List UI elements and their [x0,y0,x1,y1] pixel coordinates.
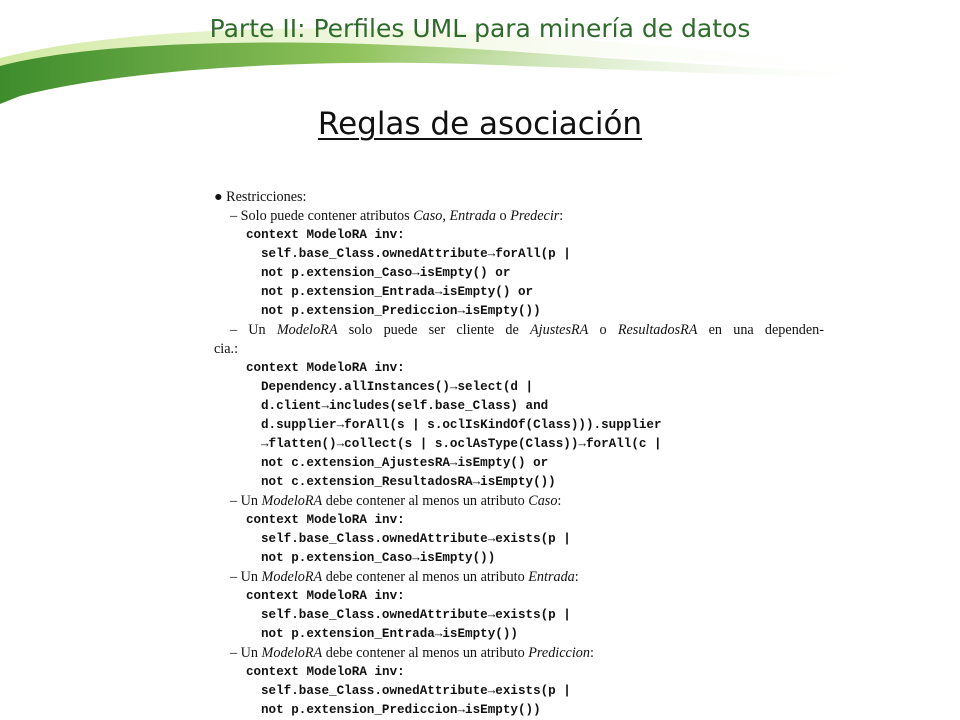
constraint-2-description: – Un ModeloRA solo puede ser cliente de AjustesRA o ResultadosRA en una dependen- [230,322,824,338]
ocl-code-line: not p.extension_Caso→isEmpty()) [261,551,496,565]
constraint-1-description: – Solo puede contener atributos Caso, Entrada o Predecir: [230,208,564,224]
ocl-code-line: context ModeloRA inv: [246,513,405,527]
ocl-code-line: context ModeloRA inv: [246,228,405,242]
ocl-code-line: d.supplier→forAll(s | s.oclIsKindOf(Class))).supplier [261,418,662,432]
constraint-3-description: – Un ModeloRA debe contener al menos un atributo Caso: [230,493,562,509]
ocl-code-line: self.base_Class.ownedAttribute→exists(p | [261,532,571,546]
constraints-document [214,188,824,720]
ocl-code-line: not c.extension_AjustesRA→isEmpty() or [261,456,549,470]
slide-title: Parte II: Perfiles UML para minería de datos [209,14,751,43]
ocl-code-line: context ModeloRA inv: [246,589,405,603]
ocl-code-line: not p.extension_Entrada→isEmpty() or [261,285,534,299]
section-heading-text: Reglas de asociación [317,106,643,142]
ocl-code-line: self.base_Class.ownedAttribute→exists(p | [261,608,571,622]
constraint-2-description-cont: cia.: [214,341,239,357]
ocl-code-line: not c.extension_ResultadosRA→isEmpty()) [261,475,556,489]
constraint-5-description: – Un ModeloRA debe contener al menos un atributo Prediccion: [230,645,594,661]
ocl-code-line: self.base_Class.ownedAttribute→forAll(p | [261,247,571,261]
ocl-code-line: Dependency.allInstances()→select(d | [261,380,534,394]
ocl-code-line: context ModeloRA inv: [246,361,405,375]
constraint-4-description: – Un ModeloRA debe contener al menos un atributo Entrada: [230,569,579,585]
ocl-code-line: d.client→includes(self.base_Class) and [261,399,549,413]
ocl-code-line: not p.extension_Prediccion→isEmpty()) [261,304,541,318]
ocl-code-line: →flatten()→collect(s | s.oclAsType(Class))→forAll(c | [261,437,662,451]
ocl-code-line: not p.extension_Caso→isEmpty() or [261,266,511,280]
section-heading [0,106,960,142]
ocl-code-line: not p.extension_Entrada→isEmpty()) [261,627,518,641]
ocl-code-line: self.base_Class.ownedAttribute→exists(p | [261,684,571,698]
ocl-code-line: context ModeloRA inv: [246,665,405,679]
bullet-restricciones: ● Restricciones: [214,189,307,205]
ocl-code-line: not p.extension_Prediccion→isEmpty()) [261,703,541,717]
